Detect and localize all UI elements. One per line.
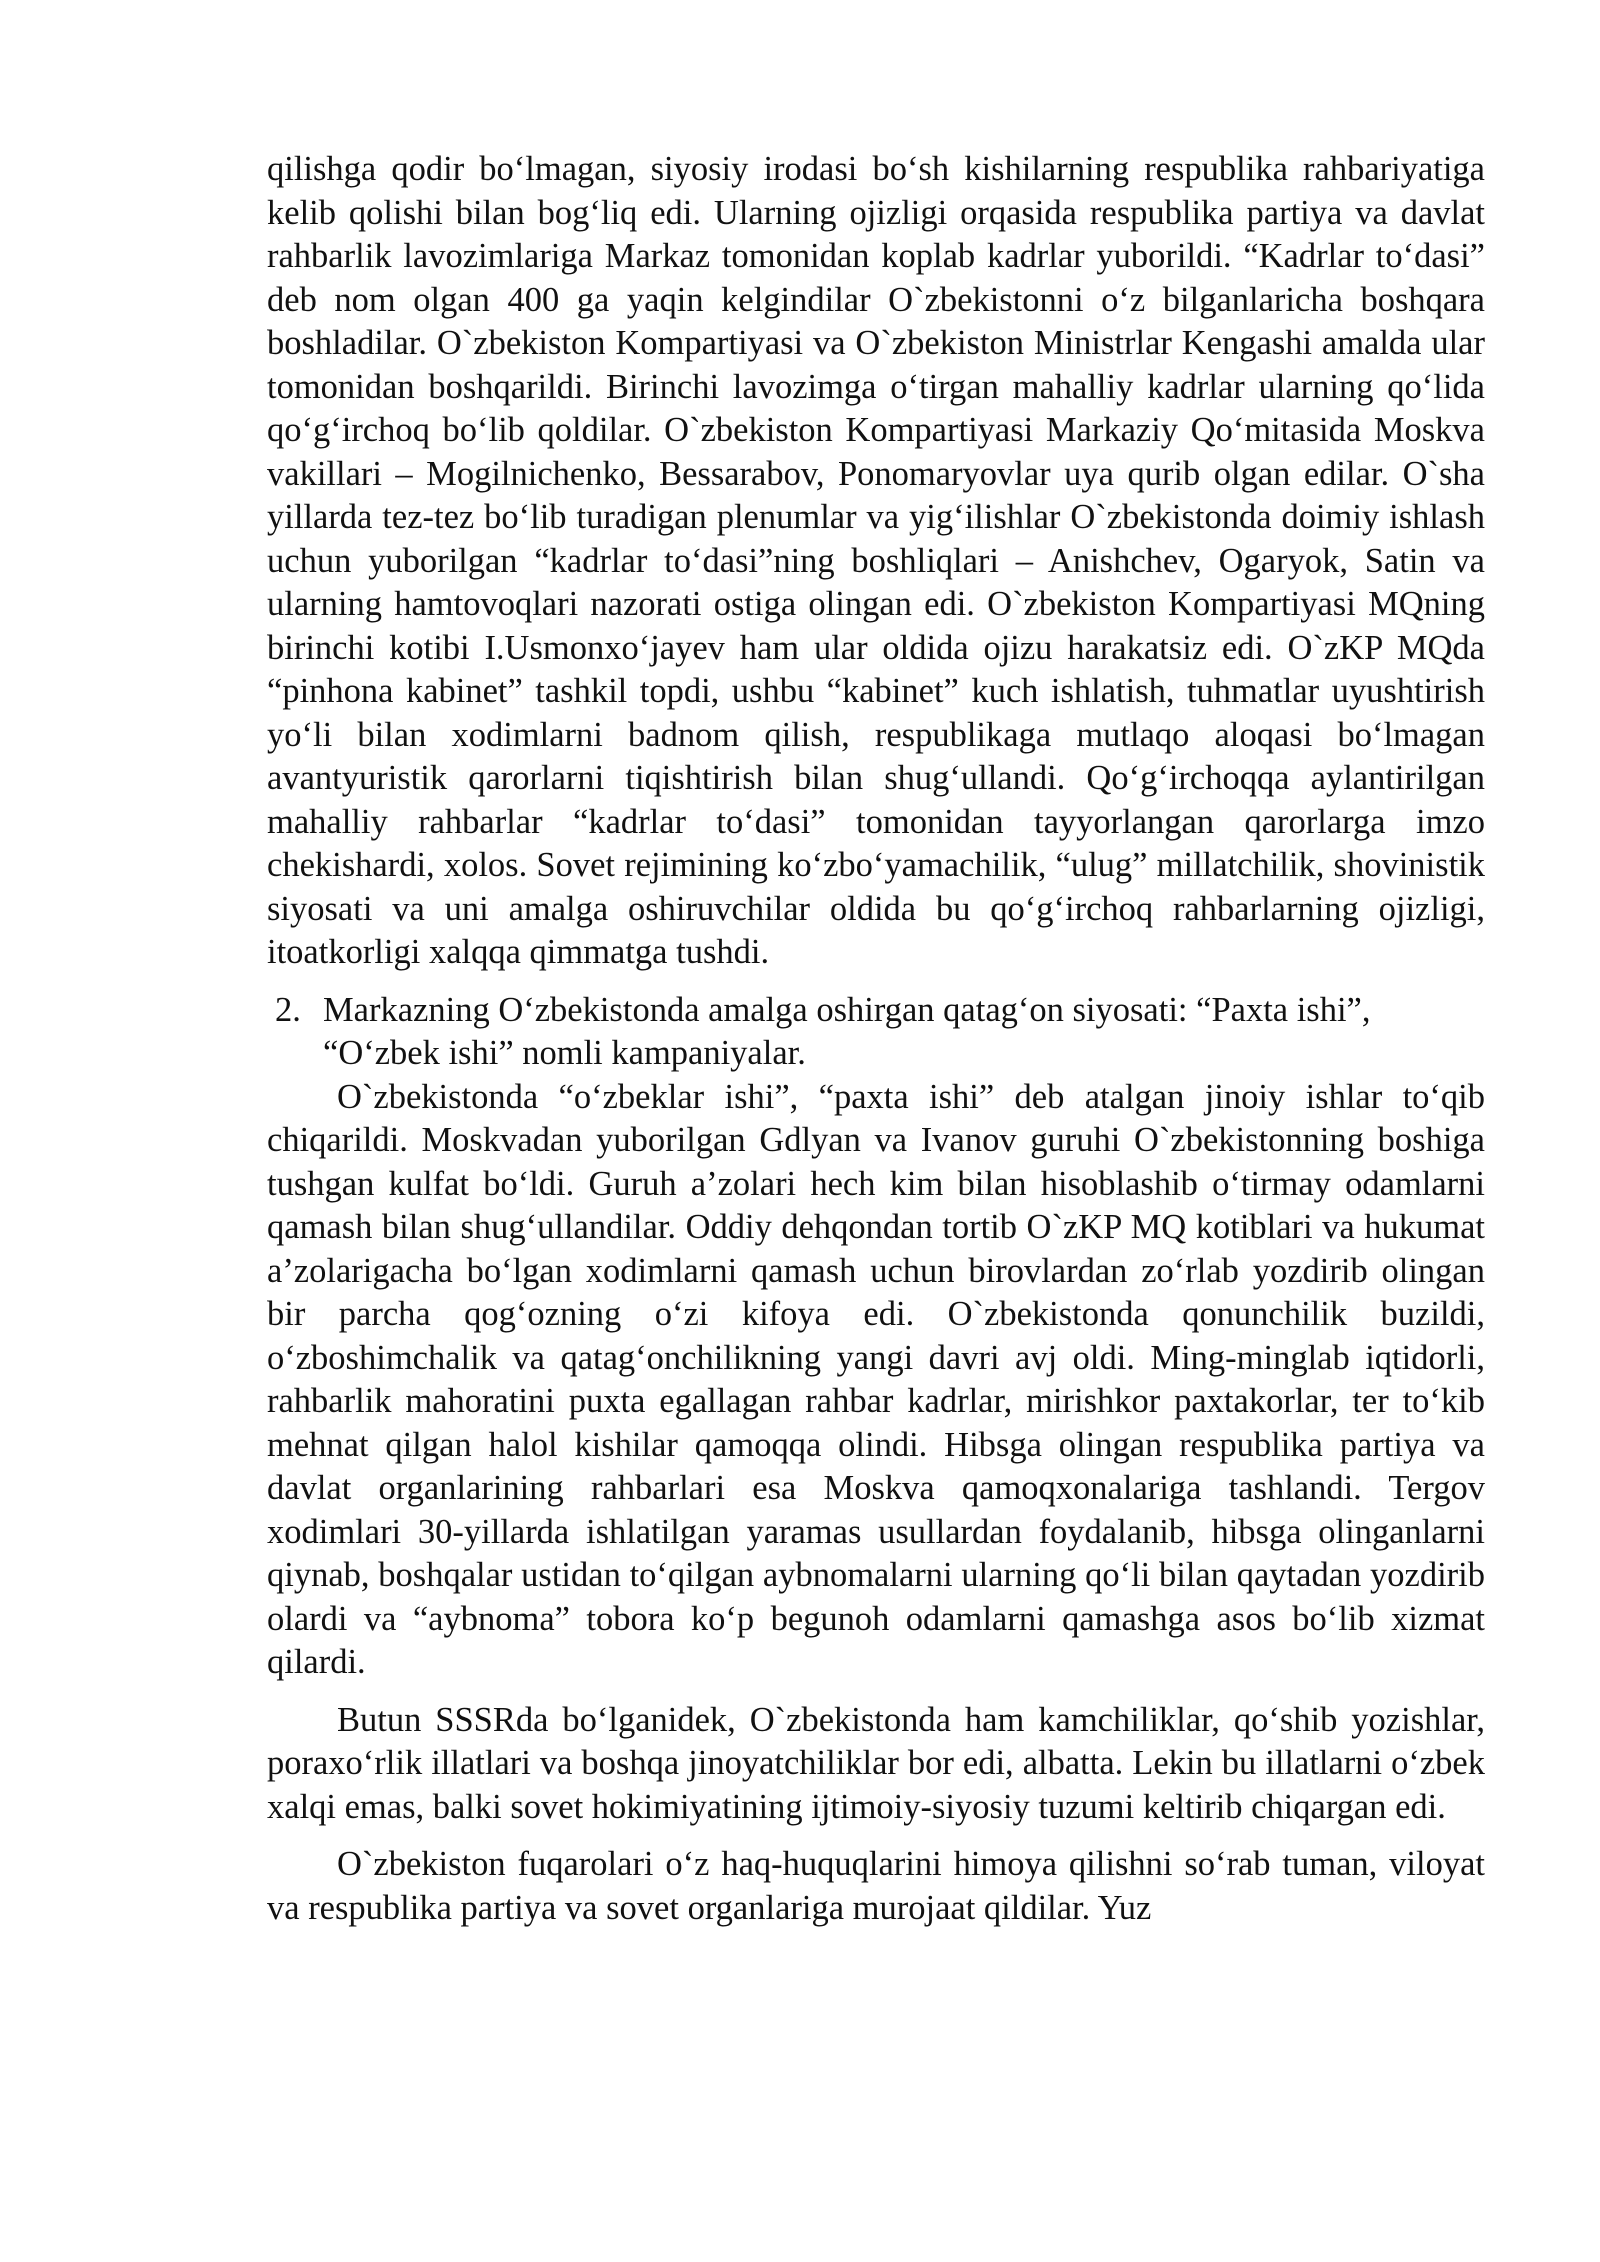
paragraph-continuation: qilishga qodir bo‘lmagan, siyosiy irodasi bo‘sh kishilarning respublika rahbariyatiga kelib qolishi bilan bog‘liq edi. Ularning ojizligi orqasida respublika partiya va davlat rahbarlik lavozimlariga Markaz tomonidan koplab kadrlar yuborildi. “Kadrlar to‘dasi” deb nom olgan 400 ga yaqin kelgindilar O`zbekistonni o‘z bilganlaricha boshqara boshladilar. O`zbekiston Kompartiyasi va O`zbekiston Ministrlar Kengashi amalda ular tomonidan boshqarildi. Birinchi lavozimga o‘tirgan mahalliy kadrlar ularning qo‘lida qo‘g‘irchoq bo‘lib qoldilar. O`zbekiston Kompartiyasi Markaziy Qo‘mitasida Moskva vakillari – Mogilnichenko, Bessarabov, Ponomaryovlar uya qurib olgan edilar. O`sha yillarda tez-tez bo‘lib turadigan plenumlar va yig‘ilishlar O`zbekistonda doimiy ishlash uchun yuborilgan “kadrlar to‘dasi”ning boshliqlari – Anishchev, Ogaryok, Satin va ularning hamtovoqlari nazorati ostiga olingan edi. O`zbekiston Kompartiyasi MQning birinchi kotibi I.Usmonxo‘jayev ham ular oldida ojizu harakatsiz edi. O`zKP MQda “pinhona kabinet” tashkil topdi, ushbu “kabinet” kuch ishlatish, tuhmatlar uyushtirish yo‘li bilan xodimlarni badnom qilish, respublikaga mutlaqo aloqasi bo‘lmagan avantyuristik qarorlarni tiqishtirish bilan shug‘ullandi. Qo‘g‘irchoqqa aylantirilgan mahalliy rahbarlar “kadrlar to‘dasi” tomonidan tayyorlangan qarorlarga imzo chekishardi, xolos. Sovet rejimining ko‘zbo‘yamachilik, “ulug” millatchilik, shovinistik siyosati va uni amalga oshiruvchilar oldida bu qo‘g‘irchoq rahbarlarning ojizligi, itoatkorligi xalqqa qimmatga tushdi. xyxy=(267,150,1485,971)
paragraph: Butun SSSRda bo‘lganidek, O`zbekistonda ham kamchiliklar, qo‘shib yozishlar, poraxo‘rlik illatlari va boshqa jinoyatchiliklar bor edi, albatta. Lekin bu illatlarni o‘zbek xalqi emas, balki sovet hokimiyatining ijtimoiy-siyosiy tuzumi keltirib chiqargan edi. xyxy=(267,1700,1485,1826)
document-body xyxy=(267,148,1485,1930)
paragraph: O`zbekistonda “o‘zbeklar ishi”, “paxta ishi” deb atalgan jinoiy ishlar to‘qib chiqarildi. Moskvadan yuborilgan Gdlyan va Ivanov guruhi O`zbekistonning boshiga tushgan kulfat bo‘ldi. Guruh a’zolari hech kim bilan hisoblashib o‘tirmay odamlarni qamash bilan shug‘ullandilar. Oddiy dehqondan tortib O`zKP MQ kotiblari va hukumat a’zolarigacha bo‘lgan xodimlarni qamash uchun birovlardan zo‘rlab yozdirib olingan bir parcha qog‘ozning o‘zi kifoya edi. O`zbekistonda qonunchilik buzildi, o‘zboshimchalik va qatag‘onchilikning yangi davri avj oldi. Ming-minglab iqtidorli, rahbarlik mahoratini puxta egallagan rahbar kadrlar, mirishkor paxtakorlar, ter to‘kib mehnat qilgan halol kishilar qamoqqa olindi. Hibsga olingan respublika partiya va davlat organlarining rahbarlari esa Moskva qamoqxonalariga tashlandi. Tergov xodimlari 30-yillarda ishlatilgan yaramas usullardan foydalanib, hibsga olinganlarni qiynab, boshqalar ustidan to‘qilgan aybnomalarni ularning qo‘li bilan qaytadan yozdirib olardi va “aybnoma” tobora ko‘p begunoh odamlarni qamashga asos bo‘lib xizmat qilardi. xyxy=(267,1077,1485,1681)
paragraph: O`zbekiston fuqarolari o‘z haq-huquqlarini himoya qilishni so‘rab tuman, viloyat va respublika partiya va sovet organlariga murojaat qildilar. Yuz xyxy=(267,1845,1485,1927)
heading-text: Markazning O‘zbekistonda amalga oshirgan qatag‘on siyosati: “Paxta ishi”, “O‘zbek ishi” nomli kampaniyalar. xyxy=(323,990,1371,1072)
list-number: 2. xyxy=(275,990,301,1029)
numbered-heading xyxy=(267,989,1485,1076)
